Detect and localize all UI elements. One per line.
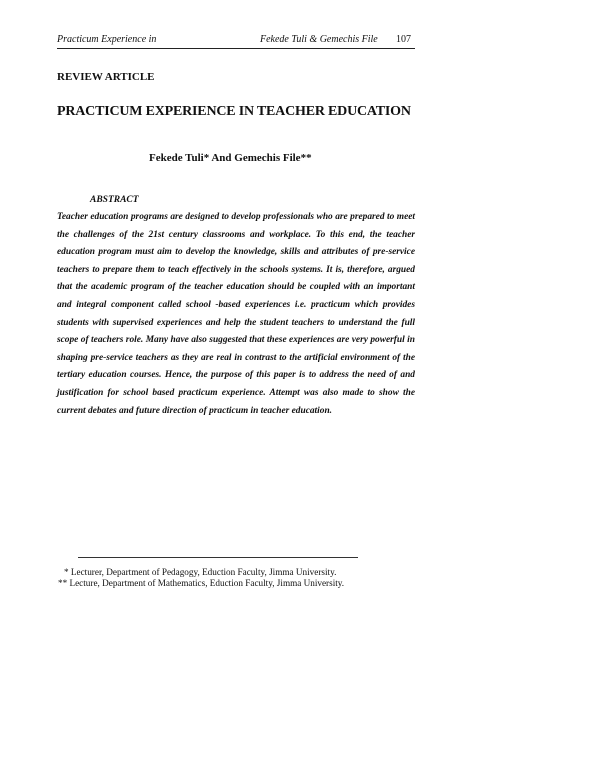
running-header-authors: Fekede Tuli & Gemechis File xyxy=(260,34,378,45)
running-header-journal: Practicum Experience in xyxy=(57,34,157,45)
abstract-heading: ABSTRACT xyxy=(90,195,139,205)
footnote-2: ** Lecture, Department of Mathematics, Eduction Faculty, Jimma University. xyxy=(58,578,345,588)
footnote-1: * Lecturer, Department of Pedagogy, Eduction Faculty, Jimma University. xyxy=(64,567,337,577)
running-header xyxy=(57,34,415,49)
article-type: REVIEW ARTICLE xyxy=(57,71,155,83)
abstract-text: Teacher education programs are designed to develop professionals who are prepared to meet the challenges of the 21st century classrooms and workplace. To this end, the teacher education program must aim to develop the knowledge, skills and attributes of pre-service teachers to prepare them to teach effectively in the schools systems. It is, therefore, argued that the academic program of the teacher education should be coupled with an important and integral component called school -based experiences i.e. practicum which provides students with supervised experiences and help the student teachers to understand the full scope of teachers role. Many have also suggested that these experiences are very powerful in shaping pre-service teachers as they are real in contrast to the artificial environment of the tertiary education courses. Hence, the purpose of this paper is to address the need of and justification for school based practicum experience. Attempt was also made to show the current debates and future direction of practicum in teacher education. xyxy=(57,212,415,416)
author-line: Fekede Tuli* And Gemechis File** xyxy=(149,152,312,164)
footnote-divider xyxy=(78,557,358,558)
article-title: PRACTICUM EXPERIENCE IN TEACHER EDUCATION xyxy=(57,104,411,119)
page-number: 107 xyxy=(396,34,411,45)
